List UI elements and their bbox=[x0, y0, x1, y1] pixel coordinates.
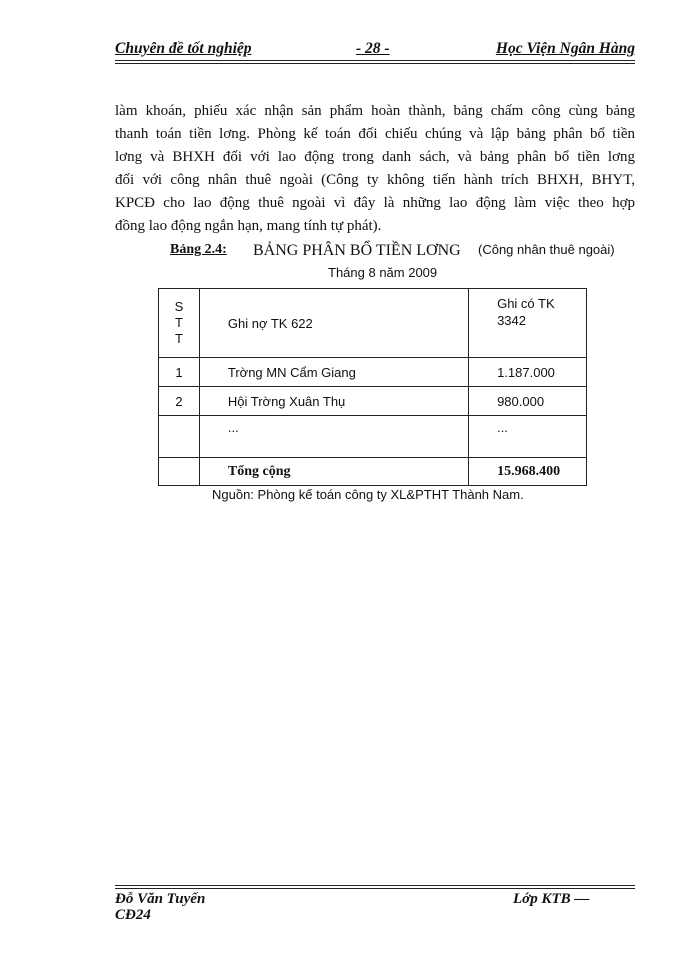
row-debit: Hội Trờng Xuân Thụ bbox=[199, 387, 468, 416]
table-label: Bảng 2.4: bbox=[170, 242, 227, 257]
header-stt-letter-2: T bbox=[174, 315, 183, 330]
table-row bbox=[159, 416, 587, 458]
row-debit: Trờng MN Cẩm Giang bbox=[199, 358, 468, 387]
header-rule-bottom bbox=[115, 63, 635, 64]
header-credit-line-2: 3342 bbox=[497, 313, 526, 328]
total-stt bbox=[159, 458, 200, 486]
header-thesis-title: Chuyên đề tốt nghiệp bbox=[115, 40, 252, 57]
total-value: 15.968.400 bbox=[469, 458, 587, 486]
table-caption bbox=[170, 242, 640, 264]
header-institution: Học Viện Ngân Hàng bbox=[495, 40, 635, 57]
page-number: - 28 - bbox=[356, 40, 390, 57]
salary-allocation-table bbox=[158, 288, 587, 486]
body-line-4: đối với công nhân thuê ngoài (Công ty không tiến hành trích BHXH, BHYT, bbox=[115, 172, 635, 188]
table-note: (Công nhân thuê ngoài) bbox=[478, 242, 615, 257]
body-line-3: lơng và BHXH đối với lao động trong danh sách, và bảng phân bổ tiền lơng bbox=[115, 149, 635, 165]
table-row bbox=[159, 358, 587, 387]
row-debit: ... bbox=[199, 416, 468, 458]
body-line-6: đồng lao động ngắn hạn, mang tính tự phát). bbox=[115, 218, 382, 234]
footer-author-name: Đỗ Văn Tuyến bbox=[115, 891, 206, 907]
footer-rule-bottom bbox=[115, 888, 635, 889]
footer-author-cohort: CĐ24 bbox=[115, 907, 151, 923]
table-source: Nguồn: Phòng kế toán công ty XL&PTHT Thành Nam. bbox=[212, 487, 524, 502]
body-line-2: thanh toán tiền lơng. Phòng kế toán đối chiếu chúng và lập bảng phân bổ tiền bbox=[115, 126, 635, 142]
row-credit: 980.000 bbox=[469, 387, 587, 416]
footer-class: Lớp KTB — bbox=[513, 891, 590, 907]
table-header-row bbox=[159, 289, 587, 358]
header-rule-top bbox=[115, 60, 635, 61]
table-row bbox=[159, 387, 587, 416]
header-debit: Ghi nợ TK 622 bbox=[199, 289, 468, 358]
row-credit: ... bbox=[469, 416, 587, 458]
header-credit bbox=[469, 289, 587, 358]
body-line-5: KPCĐ cho lao động thuê ngoài vì đây là những lao động làm việc theo hợp bbox=[115, 195, 635, 211]
table-total-row bbox=[159, 458, 587, 486]
footer-rule-top bbox=[115, 885, 635, 886]
total-label: Tổng cộng bbox=[199, 458, 468, 486]
footer-author bbox=[115, 891, 205, 923]
header-stt-letter-3: T bbox=[174, 331, 183, 346]
row-stt: 2 bbox=[159, 387, 200, 416]
header-credit-line-1: Ghi có TK bbox=[497, 296, 555, 311]
header-stt-letter-1: S bbox=[174, 299, 184, 314]
header-stt bbox=[159, 289, 200, 358]
row-stt bbox=[159, 416, 200, 458]
table-title: BẢNG PHÂN BỔ TIỀN LƠNG bbox=[253, 242, 461, 259]
body-line-1: làm khoán, phiếu xác nhận sản phẩm hoàn thành, bảng chấm công cùng bảng bbox=[115, 103, 635, 119]
row-credit: 1.187.000 bbox=[469, 358, 587, 387]
row-stt: 1 bbox=[159, 358, 200, 387]
table-subtitle: Tháng 8 năm 2009 bbox=[328, 265, 438, 280]
page-header bbox=[115, 40, 635, 62]
